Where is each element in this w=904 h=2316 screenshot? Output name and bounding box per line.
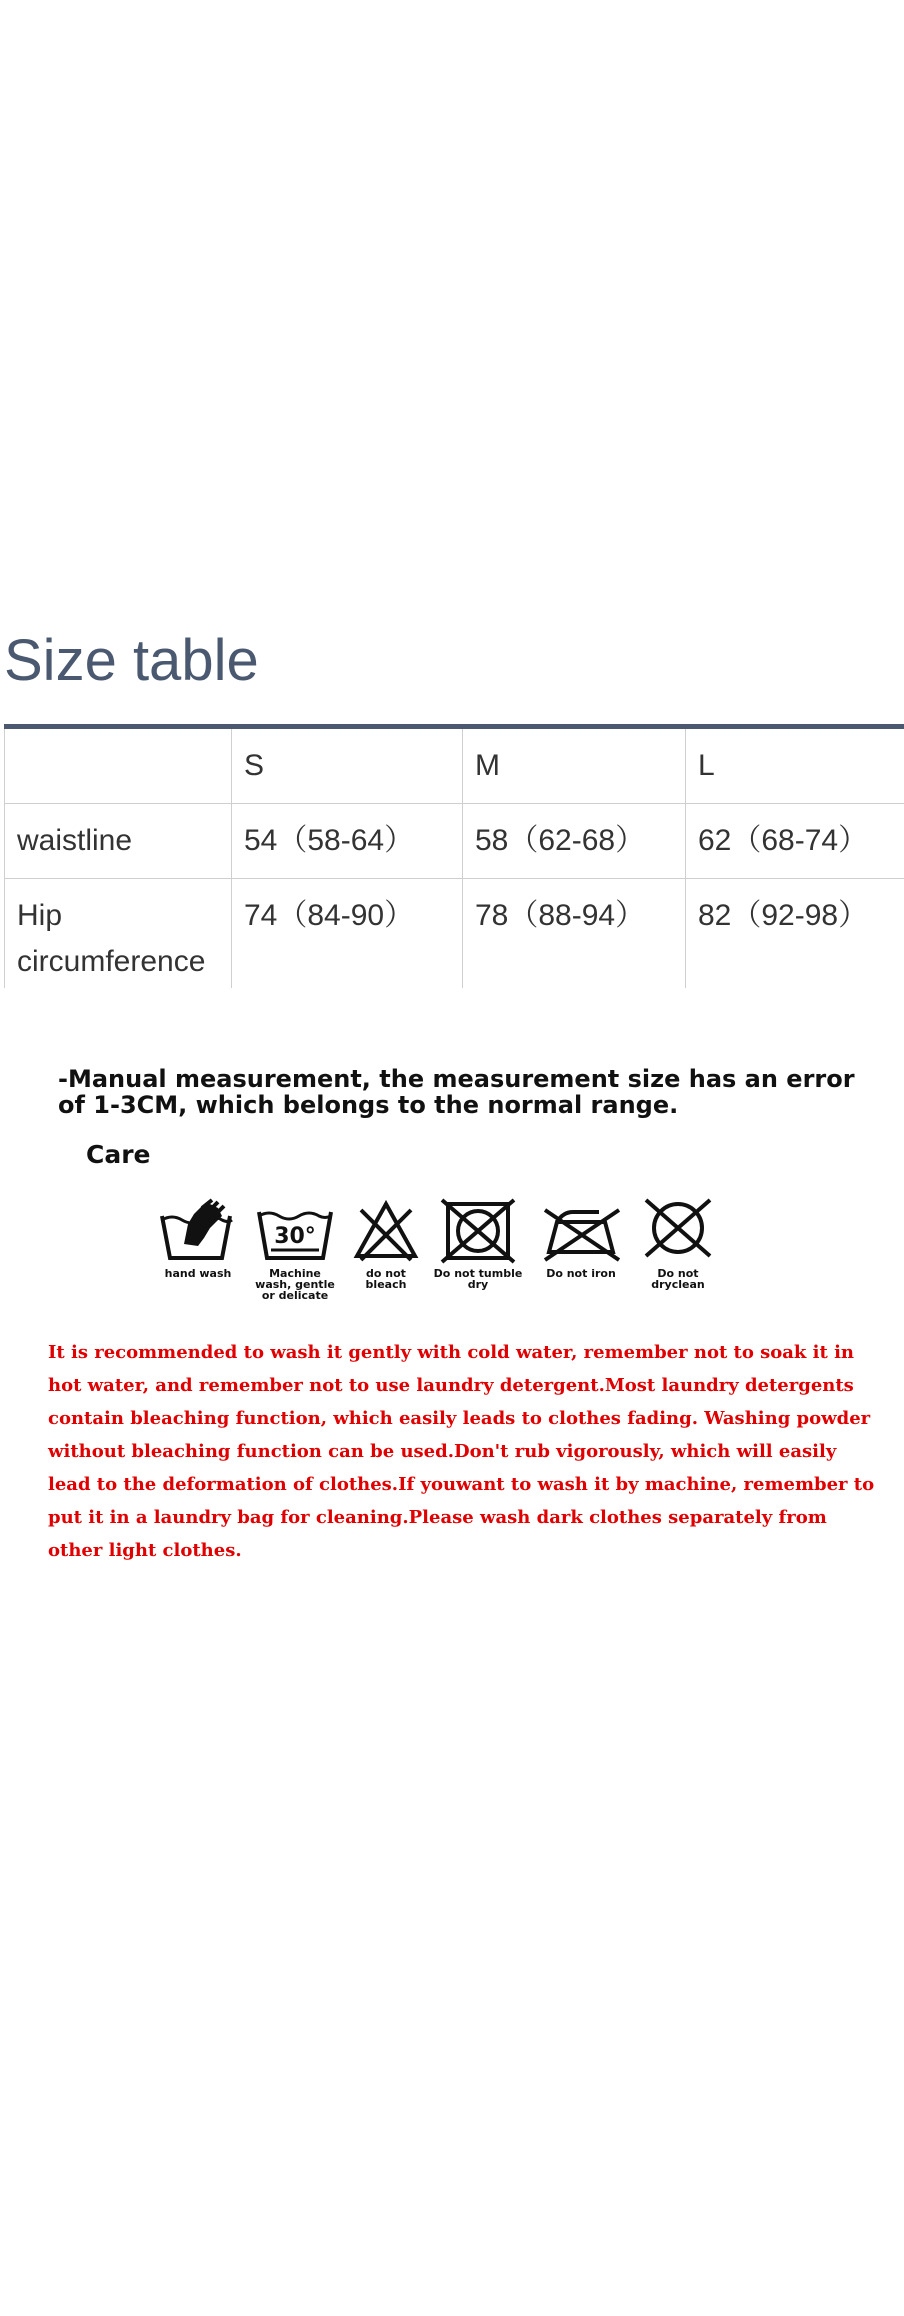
table-cell: 62（68-74） — [686, 804, 904, 879]
care-item-hand-wash — [158, 1198, 238, 1279]
row-label: waistline — [5, 804, 232, 879]
care-item-machine-wash — [250, 1198, 340, 1301]
care-label: Do not tumble dry — [433, 1267, 523, 1291]
size-table — [4, 724, 904, 988]
care-label: Do not dryclean — [651, 1267, 705, 1291]
table-cell: 78（88-94） — [463, 879, 686, 989]
table-header-row — [5, 727, 904, 804]
table-header-cell: L — [686, 727, 904, 804]
care-item-do-not-iron — [536, 1198, 626, 1279]
care-label: do not bleach — [365, 1267, 407, 1291]
washing-instructions: It is recommended to wash it gently with cold water, remember not to soak it in hot water, and remember not to use laundry detergent.Most laundry detergents contain bleaching function, which easily leads to clothes fading. Washing powder without bleaching function can be used.Don't rub vigorously, which will easily lead to the deformation of clothes.If youwant to wash it by machine, remember to put it in a laundry bag for cleaning.Please wash dark clothes separately from other light clothes. — [48, 1342, 875, 1561]
table-header-cell — [5, 727, 232, 804]
care-item-do-not-bleach — [350, 1198, 422, 1290]
do-not-iron-icon — [539, 1198, 623, 1264]
table-cell: 82（92-98） — [686, 879, 904, 989]
care-heading: Care — [86, 1140, 151, 1169]
hand-wash-icon — [158, 1198, 238, 1264]
care-item-do-not-dryclean — [636, 1198, 720, 1290]
care-icon-row — [158, 1198, 718, 1318]
table-cell: 58（62-68） — [463, 804, 686, 879]
care-item-do-not-tumble-dry — [430, 1198, 526, 1290]
do-not-bleach-icon — [353, 1198, 419, 1264]
table-cell: 74（84-90） — [232, 879, 463, 989]
machine-wash-30-icon — [255, 1198, 335, 1264]
care-instructions-image — [0, 1030, 904, 1561]
size-table-container[interactable] — [4, 724, 904, 988]
table-header-cell: M — [463, 727, 686, 804]
row-label: Hip circumference — [5, 879, 232, 989]
care-label: Do not iron — [546, 1267, 616, 1280]
care-label: Machine wash, gentle or delicate — [255, 1267, 335, 1302]
table-row — [5, 804, 904, 879]
do-not-dryclean-icon — [640, 1198, 716, 1264]
measurement-note: -Manual measurement, the measurement size has an error of 1-3CM, which belongs to the normal range. — [58, 1065, 855, 1119]
size-table-title: Size table — [4, 628, 259, 693]
wash-temperature: 30° — [274, 1224, 316, 1249]
table-row — [5, 879, 904, 989]
table-header-cell: S — [232, 727, 463, 804]
table-cell: 54（58-64） — [232, 804, 463, 879]
care-label: hand wash — [164, 1267, 232, 1280]
do-not-tumble-dry-icon — [440, 1198, 516, 1264]
